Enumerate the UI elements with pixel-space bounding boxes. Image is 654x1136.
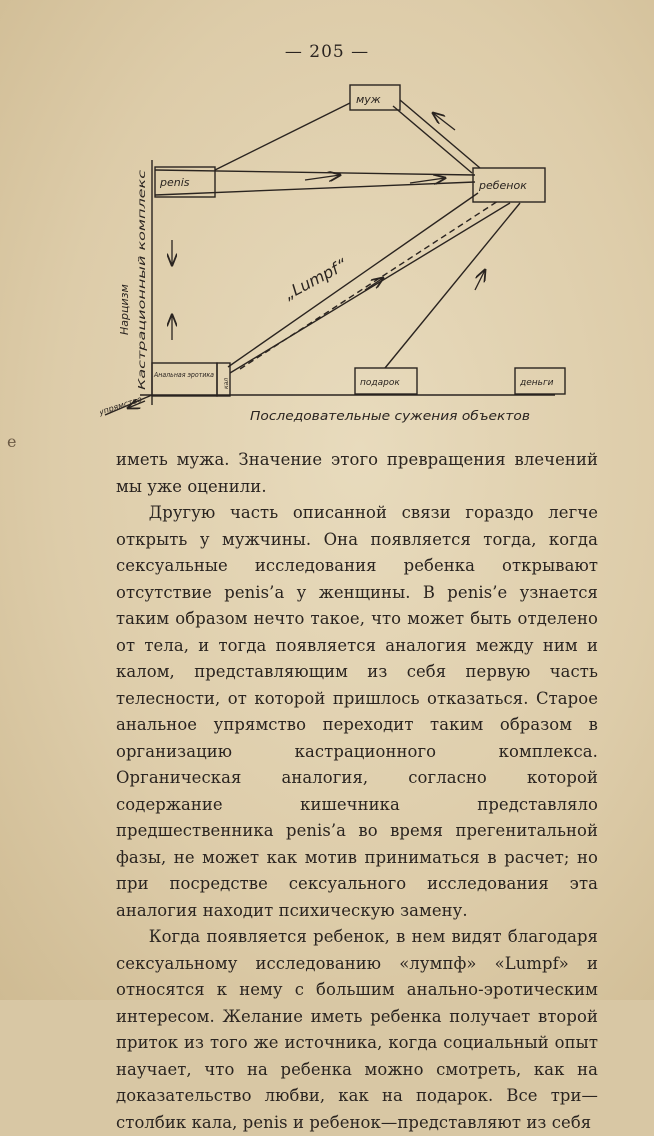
- label-penis: penis: [160, 176, 190, 189]
- label-gift: подарок: [360, 378, 400, 388]
- paragraph-3: Когда появляется ребенок, в нем видят благодаря сексуальному исследованию «лумпф» «Lumpf» и относятся к нему с большим анально-эротическим интересом. Желание иметь ребенка получает второй приток из того же источника, когда социальный опыт научает, что на ребенка можно смотреть, как на доказательство любви, как на подарок. Все три—столбик кала, penis и ребенок—представляют из себя: [116, 927, 598, 1132]
- drive-transformation-diagram: [100, 75, 570, 440]
- label-child: ребенок: [479, 179, 527, 192]
- label-money: деньги: [520, 378, 554, 388]
- label-narcissism: Нарцизм: [118, 284, 131, 335]
- husband-child-line-1: [400, 100, 480, 168]
- label-castration-complex: Кастрационный комплекс: [137, 252, 148, 390]
- penis-child-lower-line: [155, 182, 475, 195]
- label-feces: кал: [223, 377, 230, 389]
- label-object-narrowing: Последовательные сужения объектов: [250, 409, 530, 423]
- body-text: [116, 447, 598, 1136]
- diagram-svg: [100, 75, 570, 440]
- husband-child-line-2: [393, 106, 472, 173]
- page-number: — 205 —: [284, 42, 370, 62]
- margin-mark: e: [7, 432, 17, 451]
- paragraph-2: Другую часть описанной связи гораздо легче открыть у мужчины. Она появляется тогда, когда сексуальные исследования ребенка открывают отсутствие penis’a у женщины. В penis’e узнается таким образом нечто такое, что может быть отделено от тела, и тогда появляется аналогия между ним и калом, представляющим из себя первую часть телесности, от которой пришлось отказаться. Старое анальное упрямство переходит таким образом в организацию кастрационного комплекса. Органическая аналогия, согласно которой содержание кишечника представляло предшественника penis’a во время прегенитальной фазы, не может как мотив приниматься в расчет; но при посредстве сексуального исследования эта аналогия находит психическую замену.: [116, 503, 598, 920]
- arrow-right-lower: [410, 178, 445, 183]
- arrow-child-to-husband: [433, 113, 455, 130]
- penis-child-upper-line: [155, 170, 475, 175]
- box-anal-eroticism: [152, 363, 217, 396]
- arrow-diagonal-center: [365, 278, 383, 290]
- anal-child-line-1: [228, 193, 478, 367]
- penis-husband-line: [215, 103, 350, 170]
- label-obstinacy: упрямство: [100, 394, 143, 417]
- anal-child-line-2: [230, 203, 510, 373]
- arrow-gift-to-child: [475, 270, 485, 290]
- label-lumpf: „Lumpf“: [280, 254, 351, 304]
- paragraph-1: иметь мужа. Значение этого превращения влечений мы уже оценили.: [116, 450, 598, 496]
- arrow-right-upper: [305, 175, 340, 180]
- label-husband: муж: [356, 93, 381, 106]
- label-anal-eroticism: Анальная эротика: [153, 371, 214, 379]
- gift-child-line: [385, 203, 520, 368]
